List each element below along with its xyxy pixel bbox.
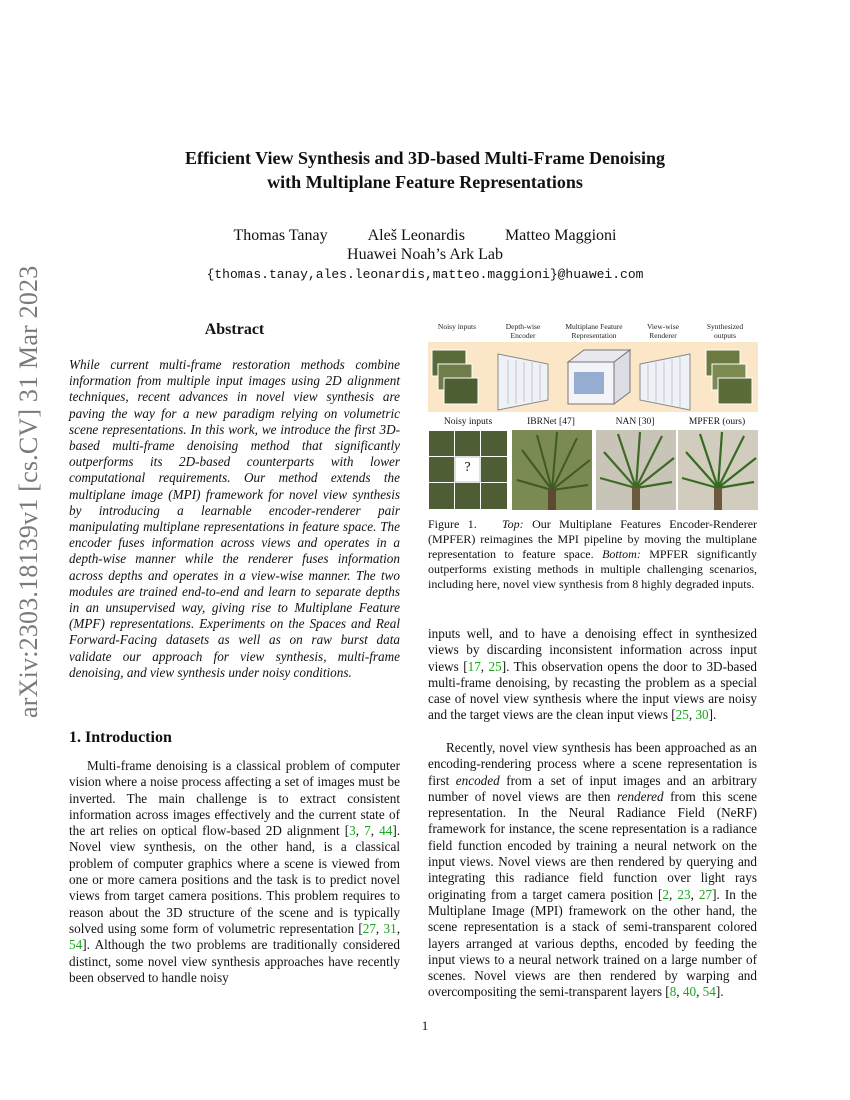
mpfer-result-image bbox=[678, 430, 758, 510]
palm-image-ibrnet bbox=[512, 430, 592, 510]
palm-image-mpfer bbox=[678, 430, 758, 510]
label-depth-encoder: Depth-wise Encoder bbox=[505, 322, 541, 340]
label-mpf-representation: Multiplane Feature Representation bbox=[565, 322, 623, 340]
abstract-heading: Abstract bbox=[204, 321, 265, 338]
citation-link[interactable]: 3 bbox=[349, 823, 356, 839]
citation-link[interactable]: 23 bbox=[677, 886, 691, 902]
label-noisy-inputs-bottom: Noisy inputs bbox=[443, 417, 493, 427]
affiliation: Huawei Noah’s Ark Lab bbox=[347, 246, 503, 263]
label-mpfer: MPFER (ours) bbox=[688, 417, 746, 427]
intro-paragraph-1: Multi-frame denoising is a classical problem of computer vision where a noise process affecting a set of images must be inverted. The main challenge is to extract consistent information across images effectively and the current state of the art relies on optical flow-based 2D alignment [3, 7, 44]. Novel view synthesis, on the other hand, is a classical problem of computer graphics where a scene is viewed from one or more camera positions and the task is to predict novel views from target camera positions. This problem requires to reason about the 3D structure of the scene and is typically solved using some form of volumetric representation [27, 31, 54]. Although the two problems are traditionally considered distinct, some novel view synthesis approaches have recently been observed to handle noisy bbox=[69, 758, 401, 985]
title-line-1: Efficient View Synthesis and 3D-based Multi-Frame Denoising bbox=[184, 148, 665, 168]
section-heading: 1. Introduction bbox=[69, 729, 172, 746]
citation-link[interactable]: 54 bbox=[69, 937, 83, 953]
label-nan: NAN [30] bbox=[615, 417, 655, 427]
author-list bbox=[0, 227, 850, 245]
figure-caption: Figure 1. Top: Our Multiplane Features Encoder-Renderer (MPFER) reimagines the MPI pipeline by moving the multiplane representation to feature space. Bottom: MPFER significantly outperforms existing methods in multiple challenging scenarios, including here, novel view synthesis from 8 highly degraded inputs. bbox=[428, 517, 758, 591]
label-noisy-inputs: Noisy inputs bbox=[437, 322, 477, 331]
citation-link[interactable]: 25 bbox=[675, 707, 689, 723]
title-line-2: with Multiplane Feature Representations bbox=[267, 172, 583, 192]
label-view-renderer: View-wise Renderer bbox=[646, 322, 680, 340]
nan-result-image bbox=[596, 430, 676, 510]
figure-1-top-diagram bbox=[428, 318, 758, 414]
author-3: Matteo Maggioni bbox=[504, 227, 617, 244]
citation-link[interactable]: 2 bbox=[662, 886, 670, 902]
citation-link[interactable]: 27 bbox=[698, 886, 713, 902]
author-2: Aleš Leonardis bbox=[367, 227, 465, 244]
page-number: 1 bbox=[421, 1018, 429, 1033]
citation-link[interactable]: 8 bbox=[669, 984, 677, 1000]
citation-link[interactable]: 25 bbox=[488, 658, 502, 674]
ibrnet-result-image bbox=[512, 430, 592, 510]
noisy-inputs-grid bbox=[428, 430, 508, 510]
label-synthesized-outputs: Synthesized outputs bbox=[706, 322, 744, 340]
citation-link[interactable]: 27 bbox=[362, 920, 376, 936]
citation-link[interactable]: 31 bbox=[383, 920, 397, 936]
intro-paragraph-2: inputs well, and to have a denoising effect in synthesized views by discarding inconsistent information across input views [17, 25]. This observation opens the door to 3D-based multi-frame denoising, by recasting the problem as a special case of novel view synthesis where the input views are noisy and the target views are the clean input views [25, 30]. bbox=[428, 626, 757, 723]
citation-link[interactable]: 44 bbox=[379, 823, 393, 839]
label-ibrnet: IBRNet [47] bbox=[527, 417, 575, 427]
citation-link[interactable]: 30 bbox=[695, 707, 709, 723]
citation-link[interactable]: 7 bbox=[364, 823, 371, 839]
citation-link[interactable]: 40 bbox=[682, 984, 697, 1000]
citation-link[interactable]: 54 bbox=[702, 984, 716, 1000]
author-1: Thomas Tanay bbox=[233, 227, 328, 244]
citation-link[interactable]: 17 bbox=[467, 658, 481, 674]
question-mark: ? bbox=[464, 460, 471, 475]
intro-paragraph-3: Recently, novel view synthesis has been approached as an encoding-rendering process where a scene representation is first encoded from a set of input images and an arbitrary number of novel views are then rendered from this scene representation. In the Neural Radiance Field (NeRF) framework for instance, the scene representation is a radiance field function encoded by training a neural network on the input views. Novel views are then rendered by querying and integrating this radiance field function over light rays originating from a target camera position [2, 23, 27]. In the Multiplane Image (MPI) framework on the other hand, the scene representation is a stack of semi-transparent colored layers arranged at various depths, encoded by feeding the input views to a neural network trained on a large number of scenes. Novel views are then rendered by warping and overcompositing the semi-transparent layers [8, 40, 54]. bbox=[428, 740, 758, 1000]
arxiv-stamp: arXiv:2303.18139v1 [cs.CV] 31 Mar 2023 bbox=[14, 265, 43, 718]
palm-image-nan bbox=[596, 430, 676, 510]
pipeline-graphic bbox=[428, 342, 758, 412]
abstract-body: While current multi-frame restoration methods combine information from multiple input images using 2D alignment techniques, recent advances in novel view synthesis are paving the way for a new paradigm relying on volumetric scene representations. In this work, we introduce the first 3D-based multi-frame denoising method that significantly outperforms its 2D-based counterparts with lower computational requirements. Our method extends the multiplane image (MPI) framework for novel view synthesis by introducing a learnable encoder-renderer pair manipulating multiplane representations in feature space. The encoder fuses information across views and operates in a depth-wise manner while the renderer fuses information across depths and operates in a view-wise manner. The two modules are trained end-to-end and learn to separate depths in an unsupervised way, giving rise to Multiplane Feature (MPF) representations. Experiments on the Spaces and Real Forward-Facing datasets as well as on raw burst data validate our approach for view synthesis, multi-frame denoising, and view synthesis under noisy conditions. bbox=[69, 357, 400, 680]
paper-title bbox=[100, 146, 750, 194]
email: {thomas.tanay,ales.leonardis,matteo.maggioni}@huawei.com bbox=[206, 267, 644, 282]
